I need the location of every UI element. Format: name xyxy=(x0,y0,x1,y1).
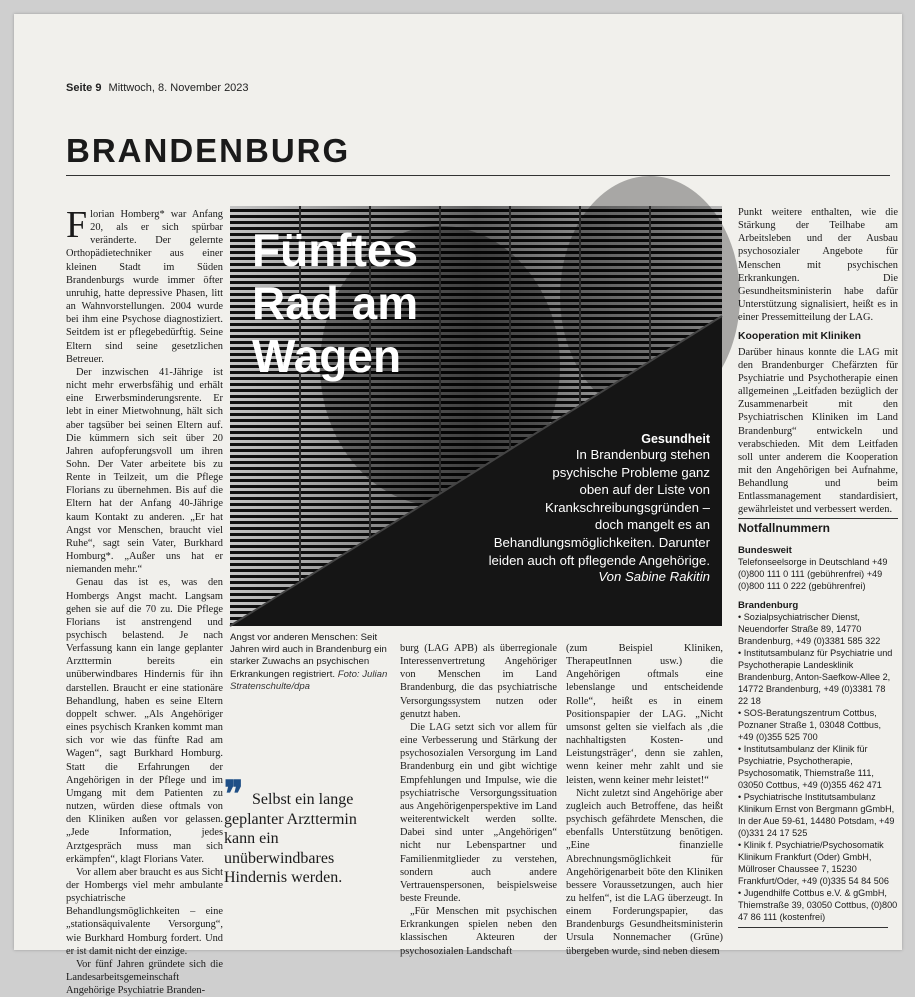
section-rule xyxy=(66,175,890,176)
photo-caption: Angst vor anderen Menschen: Seit Jahren wird auch in Brandenburg ein starker Zuwachs an psychischen Erkrankungen registriert. Foto: Julian Stratenschulte/dpa xyxy=(230,632,388,692)
box-subheading: Brandenburg xyxy=(738,600,799,611)
paragraph: Darüber hinaus konnte die LAG mit den Brandenburger Chefärzten für Psychiatrie und Psychotherapie einen allgemeinen „Leitfaden bezüglich der Zusammenarbeit mit den Psychiatrischen Kliniken im Land Brandenburg“ entwickeln und verabschieden. Mit dem Leitfaden soll unter anderem die Kooperation mit den Angehörigen bei Aufnahme, Behandlung und beim Entlassmanagement standardisiert, gewährleistet und verbessert werden. xyxy=(738,346,898,516)
column-1 xyxy=(66,204,223,997)
page-header xyxy=(66,82,249,94)
quote-mark-icon: ❞ xyxy=(224,773,244,814)
paragraph: Genau das ist es, was den Hombergs Angst macht. Langsam gehen sie auf die 70 zu. Die Pflege Florians ist anstrengend und psychisch belastend. Je nach Verfassung kann ein lange geplanter Arzttermin bereits ein unüberwindbares Hindernis für ihn darstellen. Braucht er eine stationäre Behandlung, haben es seine Eltern doppelt schwer. „Als Angehöriger eines psychisch Kranken kommt man sich vor wie das fünfte Rad am Wagen“, sagt Burkhard Homburg. Statt die Erfahrungen der Angehörigen in der Pflege und im Umgang mit dem Patienten zu nutzen, würden diese oftmals von den Kliniken außen vor gelassen. „Jede Information, jedes Arztgespräch muss man sich erkämpfen“, klagt Florians Vater. xyxy=(66,577,223,865)
paragraph: Nicht zuletzt sind Angehörige aber zugleich auch Betroffene, das heißt psychisch gefährdete Menschen, die ebenfalls Unterstützung benötigen. „Eine finanzielle Abrechnungsmöglichkeit für Angehörigenarbeit böte den Kliniken bessere Voraussetzungen, auch hier zu helfen“, ist die LAG überzeugt. In einem Forderungspapier, das Brandenburgs Gesundheitsministerin Ursula Nonnemacher (Grüne) übergeben wurde, sind neben diesem xyxy=(566,787,723,957)
box-entry: Telefonseelsorge in Deutschland +49 (0)800 111 0 111 (gebührenfrei) +49 (0)800 111 0 222 (gebührenfrei) xyxy=(738,557,888,591)
paragraph: (zum Beispiel Kliniken, TherapeutInnen usw.) die Angehörigen oftmals eine lebenslange und entscheidende Rolle“, heißt es in einem Positionspapier der LAG. „Nicht umsonst gelten sie vielfach als ‚die nachhaltigsten Kosten- und Leistungsträger‘, denn sie zahlen, wenn keiner mehr zahlt und sie leisten, wenn keiner mehr leistet!“ xyxy=(566,643,723,786)
box-end-rule xyxy=(738,927,888,928)
column-4 xyxy=(738,206,898,517)
box-entry: • Jugendhilfe Cottbus e.V. & gGmbH, Thiemstraße 39, 03050 Cottbus, (0)800 47 86 111 (kostenfrei) xyxy=(738,888,898,922)
box-entry: • Psychiatrische Institutsambulanz Klinikum Ernst von Bergmann gGmbH, In der Aue 59-61, 14480 Potsdam, +49 (0)331 24 17 525 xyxy=(738,792,895,838)
page-number: Seite 9 xyxy=(66,82,102,94)
box-subheading: Bundesweit xyxy=(738,545,792,556)
paragraph: Vor allem aber braucht es aus Sicht der Hombergs viel mehr ambulante psychiatrische Behandlungsmöglichkeiten – eine „stationsäquivalente Versorgung“, wie Burkhard Homburg fordert. Und er ist damit nicht der einzige. xyxy=(66,866,223,957)
paragraph: Punkt weitere enthalten, wie die Stärkung der Teilhabe am Arbeitsleben und der Ausbau psychosozialer Angebote für Menschen mit psychischen Erkrankungen. Die Gesundheitsministerin habe dafür Unterstützung signalisiert, heißt es in einer Pressemitteilung der LAG. xyxy=(738,207,898,324)
column-3 xyxy=(566,642,723,958)
paragraph: Vor fünf Jahren gründete sich die Landesarbeitsgemeinschaft Angehörige Psychiatrie Branden- xyxy=(66,958,223,997)
newspaper-page xyxy=(14,14,902,997)
box-title: Notfallnummern xyxy=(738,518,898,535)
box-entry: • Institutsambulanz der Klinik für Psychiatrie, Psychotherapie, Psychosomatik, Thiemstraße 111, 03050 Cottbus, +49 (0)355 462 471 xyxy=(738,744,882,790)
author-byline: Von Sabine Rakitin xyxy=(598,569,710,585)
emergency-numbers-box xyxy=(738,518,898,928)
lead-photo xyxy=(230,206,722,626)
section-title: BRANDENBURG xyxy=(66,132,351,169)
paragraph: burg (LAG APB) als überregionale Interessenvertretung Angehöriger von Menschen im Land Brandenburg, die das psychiatrische Versorgungssystem nutzen oder genutzt haben. xyxy=(400,643,557,720)
paragraph: Die LAG setzt sich vor allem für eine Verbesserung und Stärkung der psychosozialen Versorgung im Land Brandenburg ein und gibt wichtige Empfehlungen und Impulse, wie die psychiatrische Versorgungssituation aus Angehörigenperspektive im Land weiterentwickelt werden sollte. Dabei sind unter „Angehörigen“ nicht nur Lebenspartner und Familienmitglieder zu verstehen, sondern auch andere Vertrauenspersonen, beispielsweise beste Freunde. xyxy=(400,721,557,904)
paragraph: Der inzwischen 41-Jährige ist nicht mehr erwerbsfähig und erhält eine Erwerbsminderungsrente. Er lebt in einer Mietwohnung, hält sich aber tagsüber bei seinen Eltern auf. Die kümmern sich seit über 20 Jahren aufopferungsvoll um ihren Sohn. Der Vater arbeitete bis zu Rente in Teilzeit, um die Pflege Florians zu übernehmen. Bis auf die Eltern hat der Anfang 40-Jährige kaum Kontakt zu anderen. „Er hat Angst vor Menschen, braucht viel Ruhe“, sagt sein Vater, Burkhard Homburg*. „Außer uns hat er niemanden mehr.“ xyxy=(66,366,223,576)
headline: Fünftes Rad am Wagen xyxy=(252,224,419,382)
teaser xyxy=(410,432,710,584)
box-entry: • Institutsambulanz für Psychiatrie und Psychotherapie Landesklinik Brandenburg, Anton-Saefkow-Allee 2, 14772 Brandenburg, +49 (0)3381 78 22 18 xyxy=(738,648,893,706)
column-2 xyxy=(400,642,557,958)
page-date: Mittwoch, 8. November 2023 xyxy=(108,82,249,94)
box-entry: • Klinik f. Psychiatrie/Psychosomatik Klinikum Frankfurt (Oder) GmbH, Müllroser Chaussee 7, 15230 Frankfurt/Oder, +49 (0)335 54 84 506 xyxy=(738,840,889,886)
paragraph: Florian Homberg* war Anfang 20, als er sich spürbar veränderte. Der gelernte Orthopädietechniker aus einer kleinen Stadt im Süden Brandenburgs wurde immer öfter unruhig, hatte depressive Phasen, litt an Wahnvorstellungen. 2004 wurde bei ihm eine Psychose diagnostiziert. Seitdem ist er pflegebedürftig. Seine Eltern sind seine gesetzlichen Betreuer. xyxy=(66,204,223,365)
box-entry: • SOS-Beratungszentrum Cottbus, Poznaner Straße 1, 03048 Cottbus, +49 (0)355 525 700 xyxy=(738,708,882,742)
quote-text: Selbst ein lange geplanter Arzttermin kann ein unüberwindbares Hindernis werden. xyxy=(224,791,357,886)
box-entry: • Sozialpsychiatrischer Dienst, Neuendorfer Straße 89, 14770 Brandenburg, +49 (0)3381 585 322 xyxy=(738,612,881,646)
teaser-text: In Brandenburg stehen psychische Probleme ganz oben auf der Liste von Krankschreibungsgründen – doch mangelt es an Behandlungsmöglichkeiten. Darunter leiden auch oft pflegende Angehörige. xyxy=(488,447,710,568)
subheading: Kooperation mit Kliniken xyxy=(738,331,861,343)
photo-credit: Foto: Julian Stratenschulte/dpa xyxy=(230,668,388,692)
pull-quote xyxy=(224,773,390,888)
dropcap: F xyxy=(66,204,88,246)
teaser-kicker: Gesundheit xyxy=(641,432,710,446)
paragraph: „Für Menschen mit psychischen Erkrankungen spielen neben den klassischen Akteuren der psychosozialen Landschaft xyxy=(400,906,557,957)
